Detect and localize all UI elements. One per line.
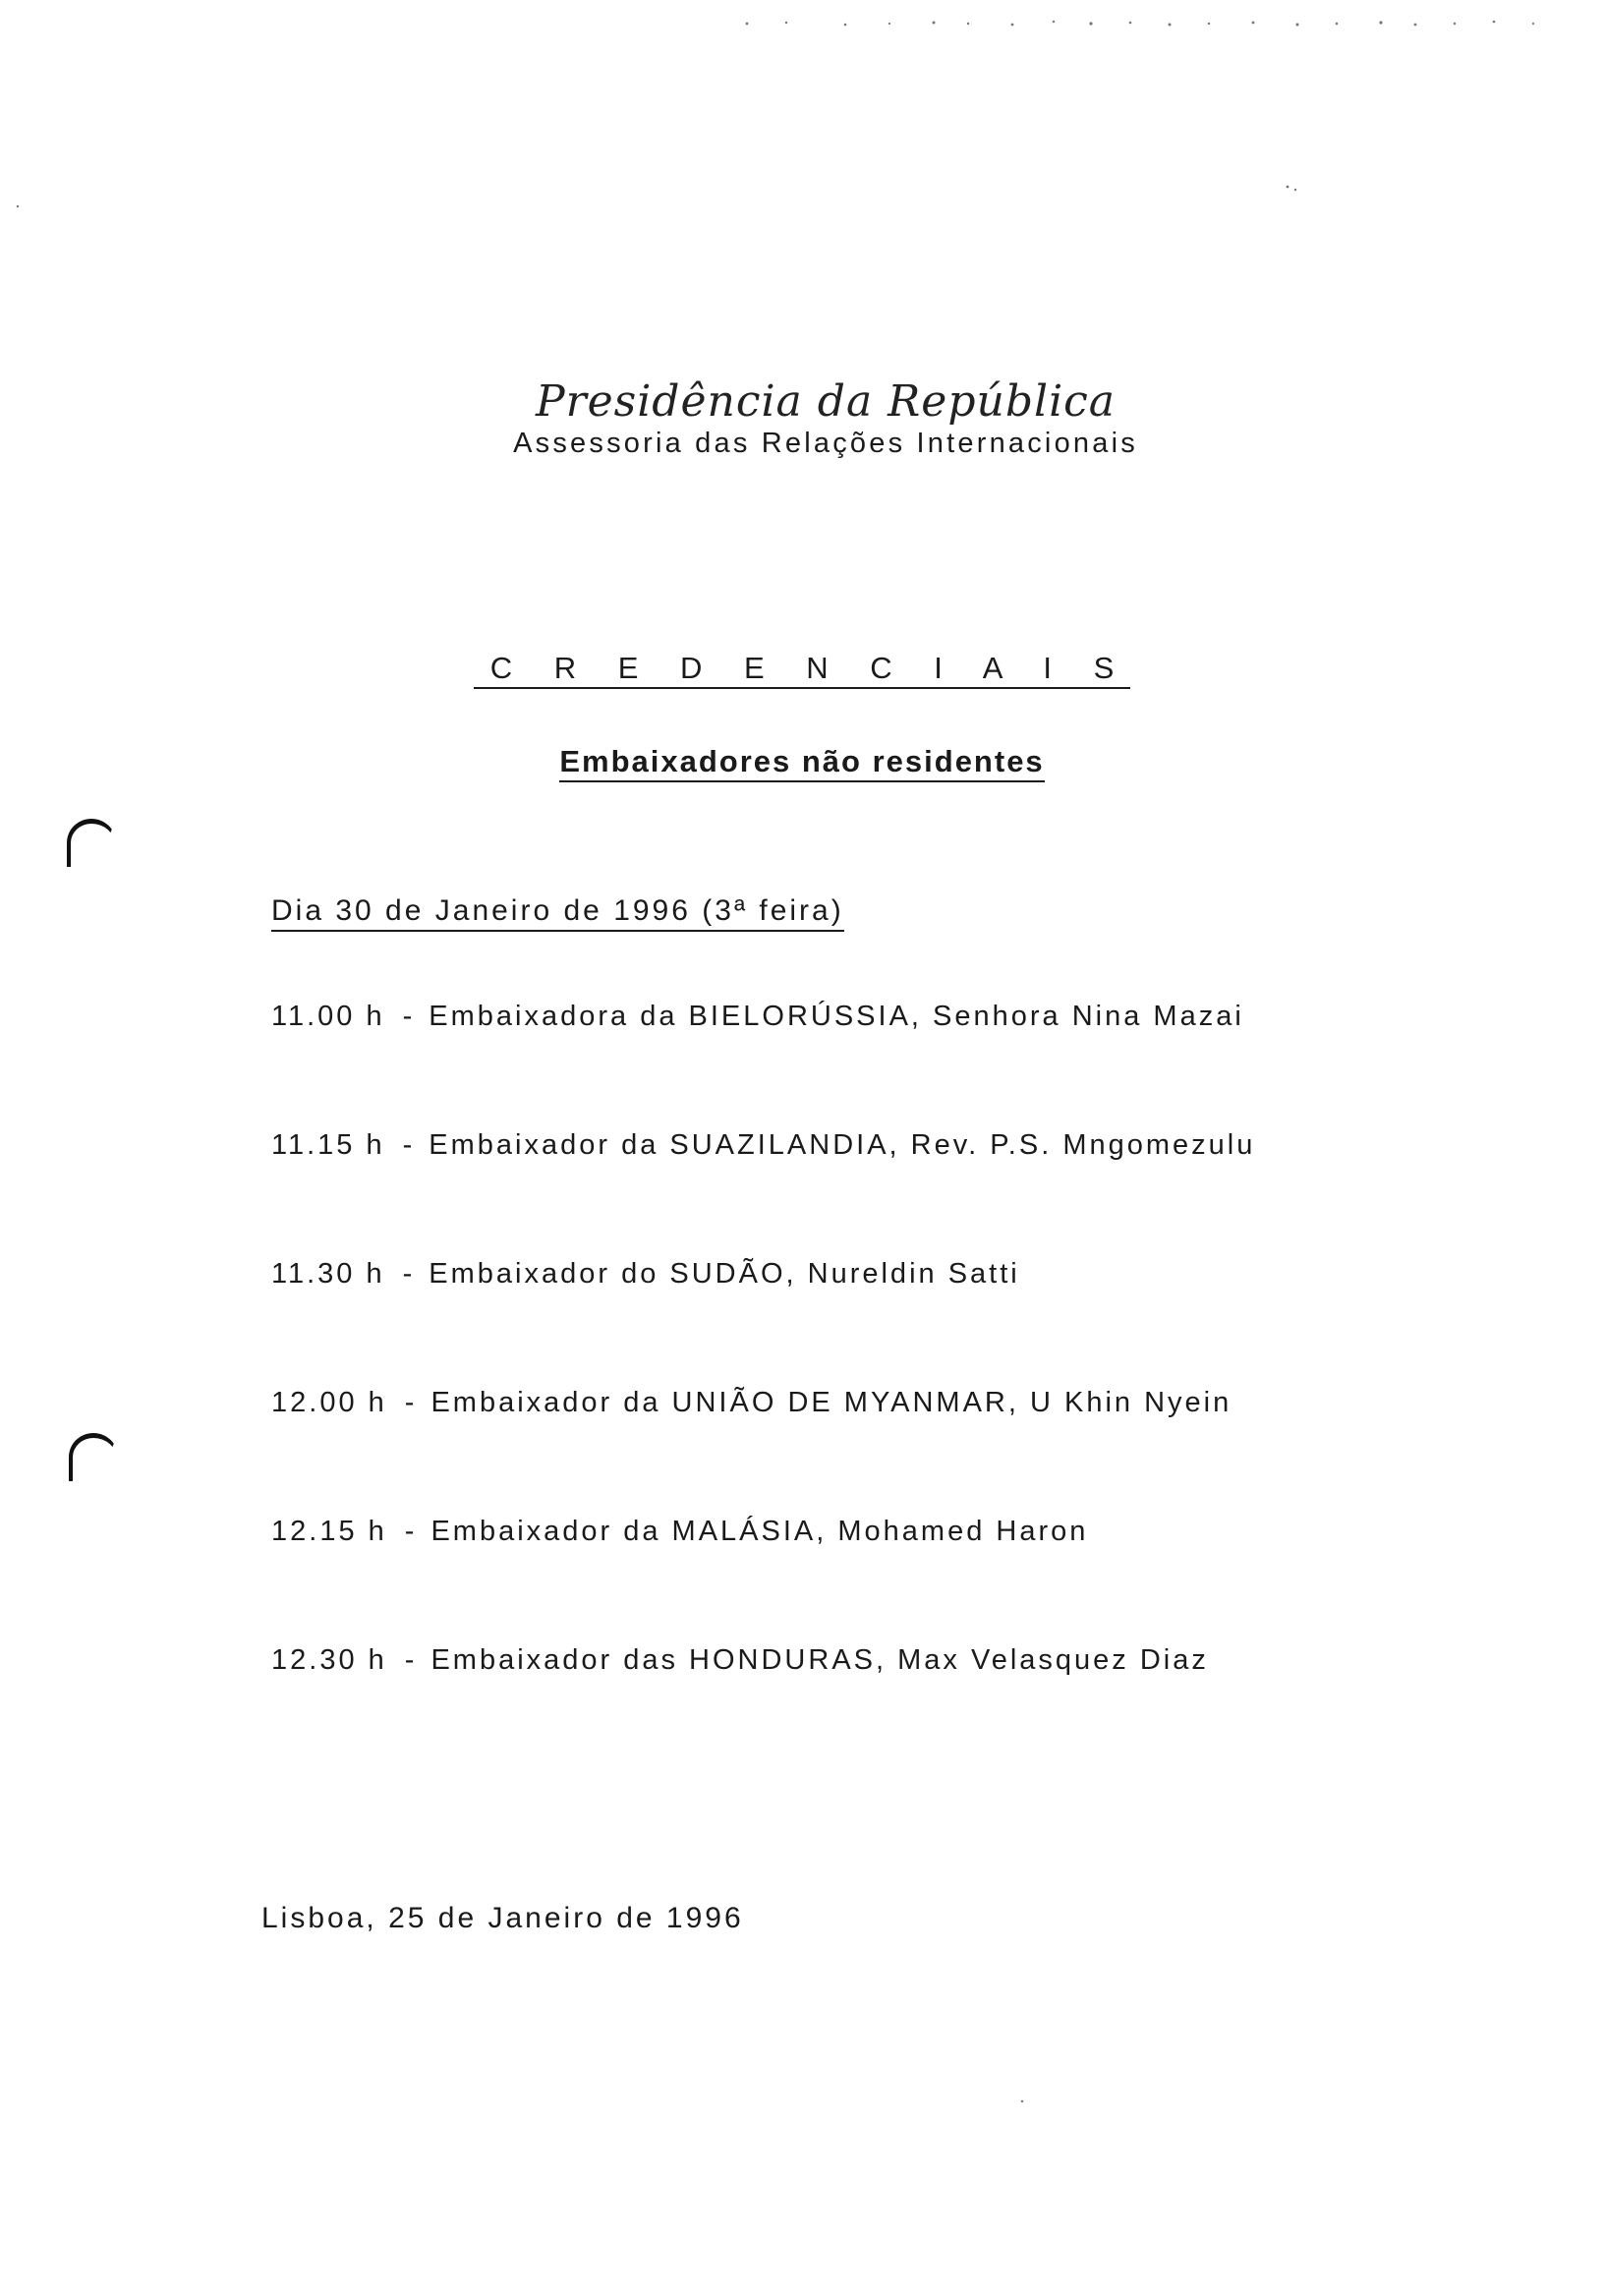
audience-dash: - xyxy=(404,1516,418,1547)
audience-row xyxy=(271,1516,1451,1644)
punch-hole-mark xyxy=(69,1433,118,1481)
audience-dash: - xyxy=(404,1387,418,1418)
audience-dash: - xyxy=(402,1258,416,1290)
document-subheading xyxy=(0,744,1604,779)
punch-hole-mark xyxy=(67,819,116,867)
institution-title: Presidência da República xyxy=(535,376,1117,427)
subheading-text: Embaixadores não residentes xyxy=(559,744,1044,782)
audience-row xyxy=(271,1258,1451,1387)
audience-dash: - xyxy=(402,1001,416,1032)
audience-time: 12.30 h xyxy=(271,1644,387,1676)
audience-text: Embaixador da UNIÃO DE MYANMAR, U Khin Nyein xyxy=(430,1387,1232,1418)
audience-text: Embaixador do SUDÃO, Nureldin Satti xyxy=(429,1258,1020,1290)
audience-row xyxy=(271,1129,1451,1258)
audience-row xyxy=(271,1001,1451,1129)
audience-dash: - xyxy=(402,1129,416,1161)
audience-row xyxy=(271,1644,1451,1773)
session-date: Dia 30 de Janeiro de 1996 (3ª feira) xyxy=(271,894,844,932)
audience-text: Embaixador da MALÁSIA, Mohamed Haron xyxy=(430,1516,1089,1547)
audience-dash: - xyxy=(404,1644,418,1676)
document-heading xyxy=(0,651,1604,686)
heading-text: C R E D E N C I A I S xyxy=(474,651,1131,689)
audience-text: Embaixadora da BIELORÚSSIA, Senhora Nina Mazai xyxy=(429,1001,1244,1032)
audience-schedule xyxy=(271,1001,1451,1773)
audience-time: 11.00 h xyxy=(271,1001,385,1032)
letterhead xyxy=(432,378,1219,460)
audience-text: Embaixador das HONDURAS, Max Velasquez Diaz xyxy=(430,1644,1209,1676)
audience-time: 12.00 h xyxy=(271,1387,387,1418)
place-and-date: Lisboa, 25 de Janeiro de 1996 xyxy=(261,1902,744,1934)
audience-time: 12.15 h xyxy=(271,1516,387,1547)
audience-time: 11.15 h xyxy=(271,1129,385,1161)
audience-text: Embaixador da SUAZILANDIA, Rev. P.S. Mngomezulu xyxy=(429,1129,1256,1161)
department-name: Assessoria das Relações Internacionais xyxy=(513,428,1138,460)
audience-row xyxy=(271,1387,1451,1516)
audience-time: 11.30 h xyxy=(271,1258,385,1290)
